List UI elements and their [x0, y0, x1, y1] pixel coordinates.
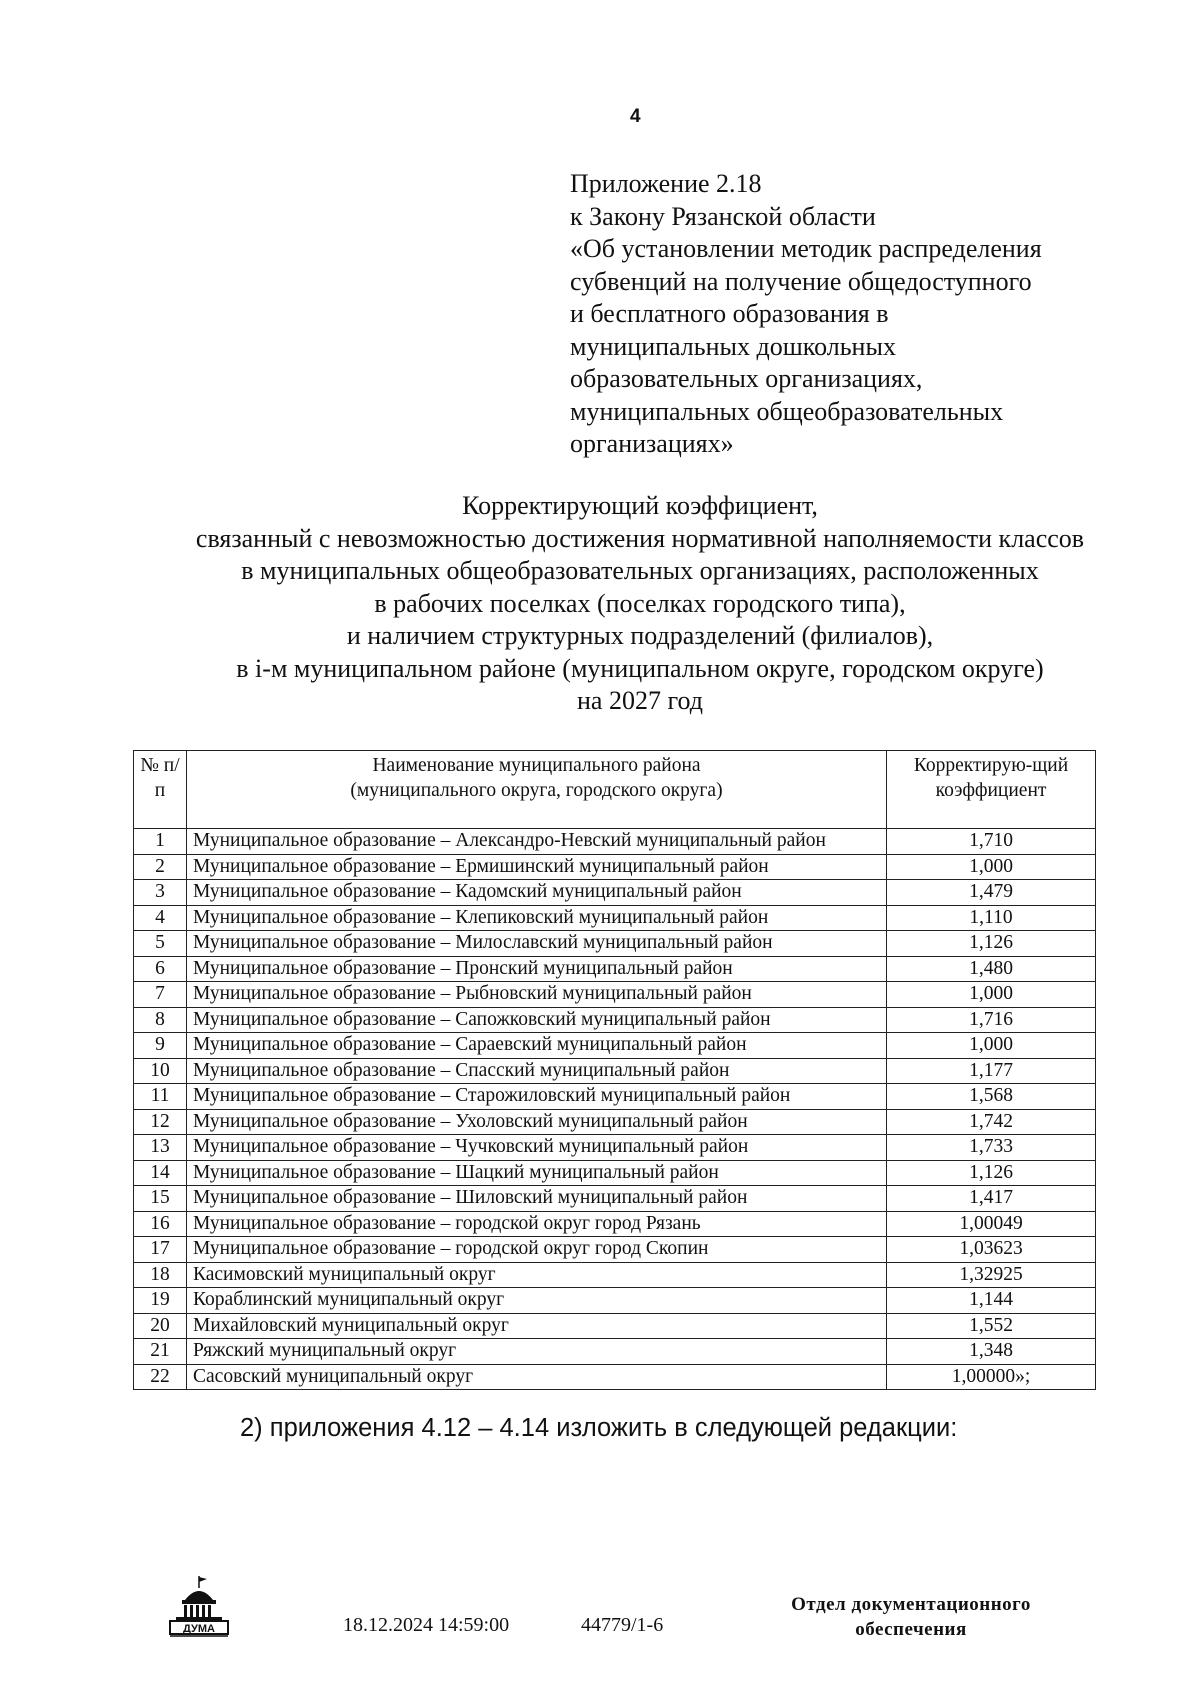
appendix-line: и бесплатного образования в	[570, 299, 889, 328]
title-line: в муниципальных общеобразовательных организациях, расположенных	[241, 556, 1039, 585]
row-coefficient: 1,552	[887, 1313, 1096, 1339]
title-line: Корректирующий коэффициент,	[462, 491, 818, 520]
appendix-line: организациях»	[570, 429, 734, 458]
row-coefficient: 1,126	[887, 1160, 1096, 1186]
row-coefficient: 1,00000»;	[887, 1364, 1096, 1390]
footnote: 2) приложения 4.12 – 4.14 изложить в следующей редакции:	[240, 1414, 958, 1442]
row-name: Михайловский муниципальный округ	[187, 1313, 887, 1339]
table-row	[134, 1007, 1096, 1033]
duma-logo	[168, 1574, 230, 1638]
row-coefficient: 1,110	[887, 905, 1096, 931]
appendix-reference	[570, 168, 1170, 461]
row-name: Муниципальное образование – Сапожковский муниципальный район	[187, 1007, 887, 1033]
header-num-label: № п/п	[140, 755, 180, 801]
row-name: Муниципальное образование – Милославский муниципальный район	[187, 931, 887, 957]
row-coefficient: 1,480	[887, 956, 1096, 982]
appendix-line: Приложение 2.18	[570, 169, 762, 198]
row-number: 16	[134, 1211, 187, 1237]
table-row	[134, 1186, 1096, 1212]
table-row	[134, 1058, 1096, 1084]
row-name: Муниципальное образование – Шацкий муниципальный район	[187, 1160, 887, 1186]
row-number: 12	[134, 1109, 187, 1135]
table-row	[134, 1084, 1096, 1110]
header-num	[134, 751, 187, 829]
row-coefficient: 1,177	[887, 1058, 1096, 1084]
row-name: Муниципальное образование – Чучковский муниципальный район	[187, 1135, 887, 1161]
row-number: 15	[134, 1186, 187, 1212]
document-title	[120, 490, 1160, 718]
row-coefficient: 1,000	[887, 1033, 1096, 1059]
title-line: связанный с невозможностью достижения нормативной наполняемости классов	[195, 523, 1085, 553]
row-name: Муниципальное образование – Пронский муниципальный район	[187, 956, 887, 982]
row-name: Муниципальное образование – городской округ город Рязань	[187, 1211, 887, 1237]
row-number: 2	[134, 854, 187, 880]
row-name: Муниципальное образование – Шиловский муниципальный район	[187, 1186, 887, 1212]
row-number: 10	[134, 1058, 187, 1084]
row-name: Кораблинский муниципальный округ	[187, 1288, 887, 1314]
row-coefficient: 1,733	[887, 1135, 1096, 1161]
row-coefficient: 1,479	[887, 880, 1096, 906]
row-name: Ряжский муниципальный округ	[187, 1339, 887, 1365]
logo-text: ДУМА	[183, 1623, 215, 1635]
table-row	[134, 854, 1096, 880]
row-name: Муниципальное образование – Ермишинский муниципальный район	[187, 854, 887, 880]
row-number: 19	[134, 1288, 187, 1314]
row-number: 8	[134, 1007, 187, 1033]
row-number: 4	[134, 905, 187, 931]
row-number: 22	[134, 1364, 187, 1390]
row-number: 11	[134, 1084, 187, 1110]
row-number: 18	[134, 1262, 187, 1288]
table-row	[134, 1033, 1096, 1059]
row-name: Сасовский муниципальный округ	[187, 1364, 887, 1390]
appendix-line: «Об установлении методик распределения	[570, 234, 1042, 263]
table-row	[134, 956, 1096, 982]
row-coefficient: 1,000	[887, 854, 1096, 880]
row-coefficient: 1,126	[887, 931, 1096, 957]
row-number: 17	[134, 1237, 187, 1263]
table-row	[134, 905, 1096, 931]
header-coef	[887, 751, 1096, 829]
row-name: Муниципальное образование – Сараевский муниципальный район	[187, 1033, 887, 1059]
appendix-line: муниципальных дошкольных	[570, 331, 896, 361]
appendix-line: муниципальных общеобразовательных	[570, 396, 1004, 426]
appendix-line: субвенций на получение общедоступного	[570, 266, 1032, 296]
table-row	[134, 829, 1096, 855]
row-number: 20	[134, 1313, 187, 1339]
table-row	[134, 1313, 1096, 1339]
row-coefficient: 1,32925	[887, 1262, 1096, 1288]
table-row	[134, 1211, 1096, 1237]
row-name: Муниципальное образование – Ухоловский муниципальный район	[187, 1109, 887, 1135]
row-number: 6	[134, 956, 187, 982]
row-name: Муниципальное образование – Спасский муниципальный район	[187, 1058, 887, 1084]
row-name: Муниципальное образование – Кадомский муниципальный район	[187, 880, 887, 906]
table-row	[134, 880, 1096, 906]
footer-code: 44779/1-6	[581, 1614, 664, 1636]
row-coefficient: 1,00049	[887, 1211, 1096, 1237]
row-number: 5	[134, 931, 187, 957]
row-name: Муниципальное образование – городской округ город Скопин	[187, 1237, 887, 1263]
row-coefficient: 1,742	[887, 1109, 1096, 1135]
row-coefficient: 1,716	[887, 1007, 1096, 1033]
table-row	[134, 1262, 1096, 1288]
row-number: 13	[134, 1135, 187, 1161]
page-number: 4	[630, 106, 641, 127]
row-number: 7	[134, 982, 187, 1008]
row-number: 9	[134, 1033, 187, 1059]
footer-department: Отдел документационного обеспечения	[791, 1594, 1031, 1640]
row-coefficient: 1,417	[887, 1186, 1096, 1212]
row-name: Муниципальное образование – Рыбновский муниципальный район	[187, 982, 887, 1008]
row-coefficient: 1,03623	[887, 1237, 1096, 1263]
appendix-line: к Закону Рязанской области	[570, 201, 876, 231]
row-name: Муниципальное образование – Александро-Невский муниципальный район	[187, 829, 887, 855]
header-coef-label: Корректирую-щий коэффициент	[913, 755, 1069, 801]
row-number: 21	[134, 1339, 187, 1365]
title-line: в i-м муниципальном районе (муниципальном округе, городском округе)	[236, 653, 1044, 683]
table-row	[134, 982, 1096, 1008]
title-line: на 2027 год	[577, 686, 703, 715]
table-row	[134, 1135, 1096, 1161]
row-coefficient: 1,144	[887, 1288, 1096, 1314]
table-row	[134, 1237, 1096, 1263]
table-row	[134, 1339, 1096, 1365]
title-line: в рабочих поселках (поселках городского типа),	[374, 588, 906, 618]
row-coefficient: 1,710	[887, 829, 1096, 855]
row-number: 3	[134, 880, 187, 906]
row-name: Касимовский муниципальный округ	[187, 1262, 887, 1288]
table-body	[134, 829, 1096, 1390]
row-coefficient: 1,568	[887, 1084, 1096, 1110]
row-name: Муниципальное образование – Клепиковский муниципальный район	[187, 905, 887, 931]
row-number: 14	[134, 1160, 187, 1186]
table-row	[134, 1288, 1096, 1314]
table-row	[134, 1160, 1096, 1186]
table-header-row	[134, 751, 1096, 829]
row-number: 1	[134, 829, 187, 855]
row-coefficient: 1,348	[887, 1339, 1096, 1365]
row-coefficient: 1,000	[887, 982, 1096, 1008]
table-row	[134, 1364, 1096, 1390]
table-row	[134, 931, 1096, 957]
footer-date: 18.12.2024 14:59:00	[343, 1614, 510, 1636]
row-name: Муниципальное образование – Старожиловский муниципальный район	[187, 1084, 887, 1110]
table-row	[134, 1109, 1096, 1135]
header-name	[187, 751, 887, 829]
appendix-line: образовательных организациях,	[570, 364, 923, 393]
header-name-label: Наименование муниципального района (муниципального округа, городского округа)	[350, 755, 723, 801]
coefficient-table	[133, 750, 1096, 1390]
title-line: и наличием структурных подразделений (филиалов),	[346, 621, 934, 650]
